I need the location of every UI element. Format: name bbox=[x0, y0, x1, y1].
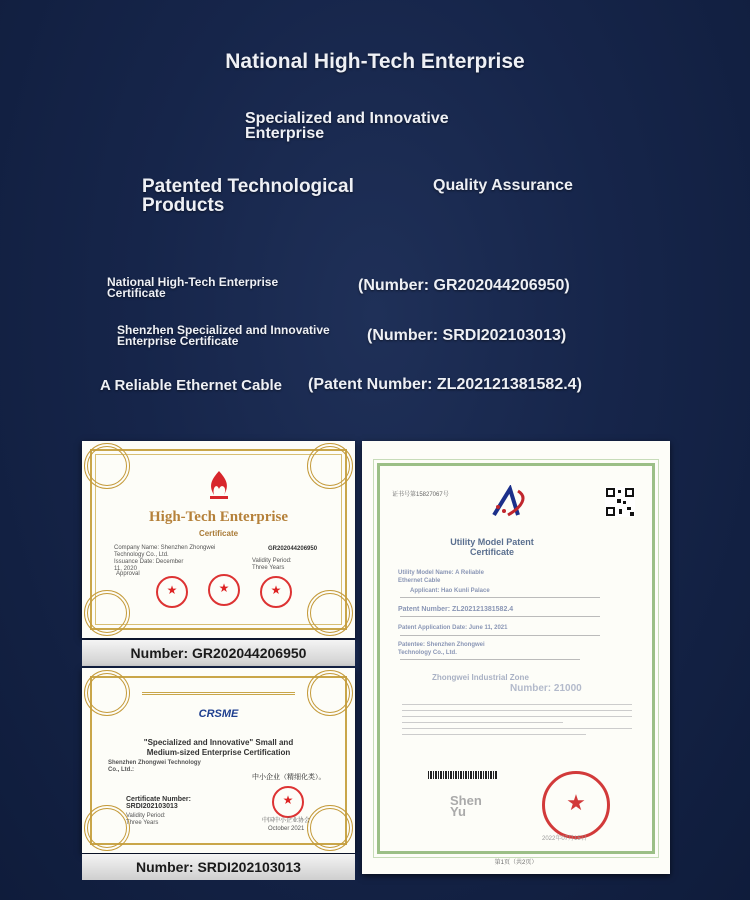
patentee: Patentee: Shenzhen Zhongwei Technology Co., Ltd. bbox=[398, 642, 485, 656]
cn-category-text: 中小企业（精细化类）。 bbox=[252, 774, 326, 781]
zone-number: Number: 21000 bbox=[510, 683, 582, 694]
validity-period: Validity Period: Three Years bbox=[252, 558, 292, 571]
utility-model-name: Utility Model Name: A Reliable Ethernet Cable bbox=[398, 570, 484, 584]
certificate-subtitle: Certificate bbox=[198, 529, 239, 538]
cert2-number-caption: Number: SRDI202103013 bbox=[82, 854, 355, 880]
ornament-icon bbox=[84, 590, 130, 636]
patent-certificate-image bbox=[362, 441, 670, 874]
applicant: Applicant: Hao Kunli Palace bbox=[410, 588, 490, 594]
seal-date: 2022年07月15日 bbox=[542, 836, 587, 842]
cert-label-specialized: Shenzhen Specialized and Innovative Enterprise Certificate bbox=[117, 323, 330, 348]
headline-quality: Quality Assurance bbox=[433, 177, 573, 194]
ornament-icon bbox=[84, 443, 130, 489]
certificate-details: Company Name: Shenzhen Zhongwei Technology Co., Ltd. Issuance Date: December 11, 2020 bbox=[114, 545, 216, 572]
certificate-title: "Specialized and Innovative" Small and Medium-sized Enterprise Certification bbox=[143, 738, 294, 757]
red-seal-icon bbox=[260, 576, 292, 608]
headline-specialized: Specialized and Innovative Enterprise bbox=[245, 110, 449, 142]
headline-national-high-tech: National High-Tech Enterprise bbox=[225, 50, 525, 73]
cert-label-high-tech: National High-Tech Enterprise Certificate bbox=[107, 275, 279, 300]
validity-period: Validity Period: Three Years bbox=[126, 813, 166, 826]
patent-number: Patent Number: ZL202121381582.4 bbox=[398, 606, 514, 613]
red-seal-icon: ★ bbox=[542, 771, 610, 839]
page-footer: 第1页（共2页） bbox=[494, 860, 538, 866]
certificate-number-small: GR202044206950 bbox=[268, 546, 318, 552]
certificate-body-text bbox=[402, 699, 632, 740]
flame-emblem-icon bbox=[204, 469, 234, 503]
divider bbox=[400, 659, 580, 660]
issue-date: October 2021 bbox=[268, 826, 305, 832]
ornament-icon bbox=[307, 443, 353, 489]
ornament-icon bbox=[307, 805, 353, 851]
issuer-name: 中国中小企业协会 bbox=[262, 818, 311, 824]
approval-label: Approval bbox=[116, 571, 140, 577]
certificate-title: High-Tech Enterprise bbox=[148, 509, 289, 525]
ornament-icon bbox=[307, 590, 353, 636]
divider bbox=[400, 635, 600, 636]
qr-code-icon bbox=[605, 487, 635, 517]
ornament-icon bbox=[84, 805, 130, 851]
divider bbox=[400, 616, 600, 617]
company-name: Shenzhen Zhongwei Technology Co., Ltd.: bbox=[108, 760, 201, 773]
director-signature: Shen Yu bbox=[450, 793, 482, 819]
high-tech-certificate-image bbox=[82, 441, 355, 638]
crsme-logo: CRSME bbox=[198, 708, 239, 720]
divider bbox=[400, 597, 600, 598]
ornament-header-icon bbox=[142, 678, 295, 695]
cert-number-specialized: (Number: SRDI202103013) bbox=[367, 327, 567, 344]
cert-number-patent: (Patent Number: ZL202121381582.4) bbox=[308, 376, 582, 393]
red-seal-icon bbox=[156, 576, 188, 608]
application-date: Patent Application Date: June 11, 2021 bbox=[398, 625, 508, 631]
certificate-number: Certificate Number: SRDI202103013 bbox=[126, 796, 191, 810]
cert1-number-caption: Number: GR202044206950 bbox=[82, 640, 355, 666]
barcode-icon bbox=[428, 771, 498, 779]
certificate-serial: 证书号第15827067号 bbox=[392, 492, 449, 498]
patent-office-emblem-icon bbox=[488, 485, 532, 519]
red-seal-icon bbox=[208, 574, 240, 606]
patent-certificate-title: Utility Model Patent Certificate bbox=[450, 537, 534, 557]
cert-label-patent: A Reliable Ethernet Cable bbox=[100, 377, 282, 394]
red-seal-icon bbox=[272, 786, 304, 818]
industrial-zone: Zhongwei Industrial Zone bbox=[432, 673, 529, 682]
specialized-certificate-image bbox=[82, 668, 355, 853]
cert-number-high-tech: (Number: GR202044206950) bbox=[358, 277, 570, 294]
headline-patented: Patented Technological Products bbox=[142, 176, 354, 216]
